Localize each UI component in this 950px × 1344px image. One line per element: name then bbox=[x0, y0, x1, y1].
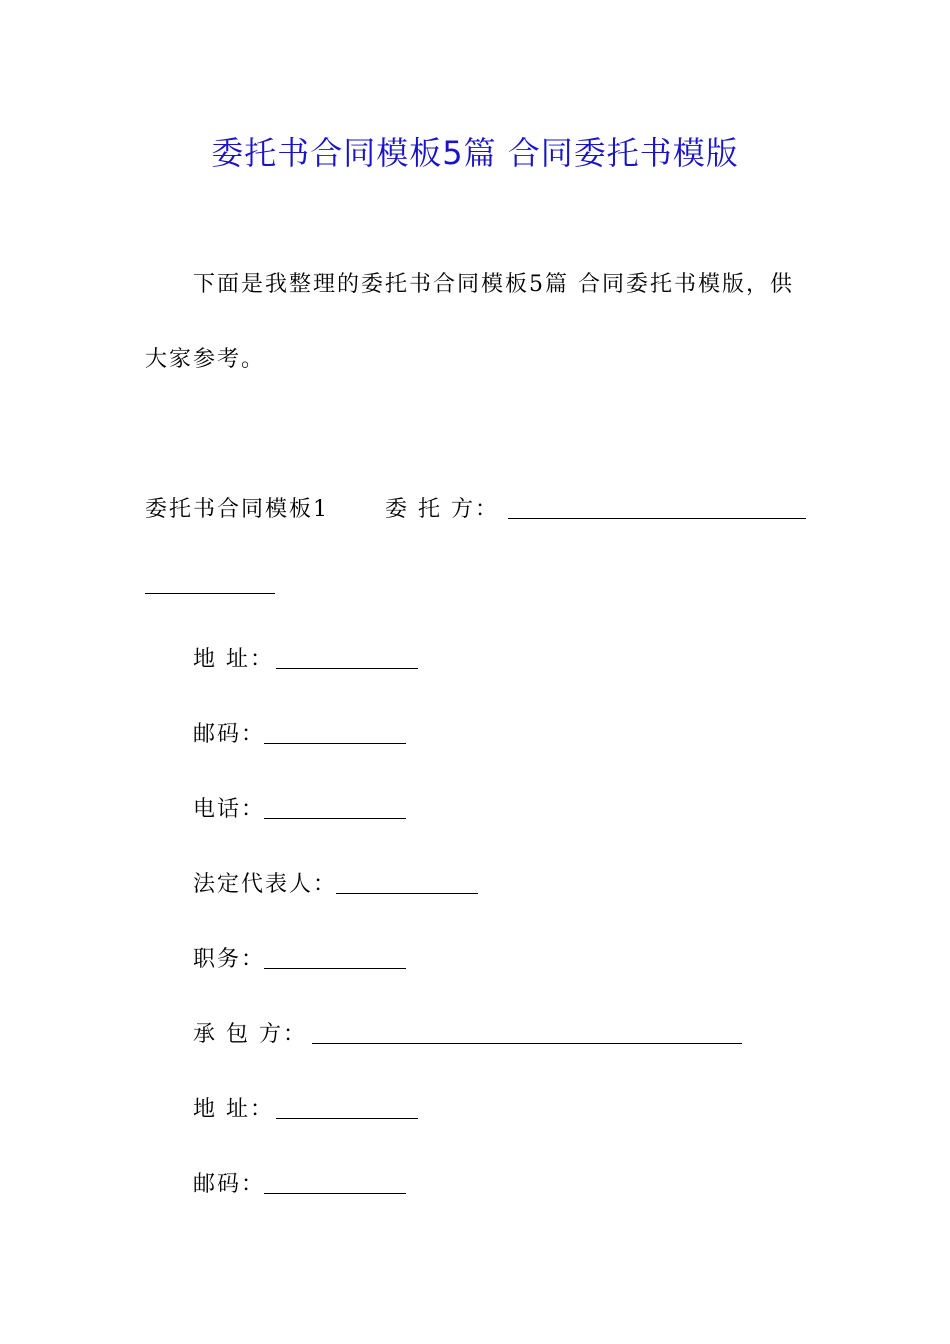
field-label: 邮码： bbox=[193, 1172, 266, 1197]
contractor-label: 承 包 方： bbox=[193, 1022, 307, 1047]
contractor-postcode-blank bbox=[264, 1192, 406, 1194]
field-label: 地 址： bbox=[193, 647, 274, 672]
principal-postcode-blank bbox=[264, 742, 406, 744]
principal-address-row bbox=[193, 645, 274, 675]
principal-row bbox=[385, 495, 499, 525]
field-label: 邮码： bbox=[193, 722, 266, 747]
contractor-address-blank bbox=[276, 1117, 418, 1119]
principal-postcode-row bbox=[193, 720, 265, 750]
principal-address-blank bbox=[276, 667, 418, 669]
intro-paragraph-line-1: 下面是我整理的委托书合同模板5篇 合同委托书模版，供 bbox=[193, 272, 794, 297]
section-heading-row bbox=[145, 495, 329, 525]
intro-paragraph-line-2: 大家参考。 bbox=[145, 347, 266, 372]
principal-blank-continued bbox=[145, 592, 275, 594]
document-title: 委托书合同模板5篇 合同委托书模版 bbox=[211, 134, 739, 172]
principal-phone-row bbox=[193, 795, 265, 825]
field-label: 地 址： bbox=[193, 1097, 274, 1122]
section-heading: 委托书合同模板1 bbox=[145, 497, 329, 522]
field-label: 法定代表人： bbox=[193, 872, 338, 897]
principal-position-blank bbox=[264, 967, 406, 969]
principal-phone-blank bbox=[264, 817, 406, 819]
principal-blank bbox=[508, 517, 806, 519]
contractor-address-row bbox=[193, 1095, 274, 1125]
contractor-row bbox=[193, 1020, 307, 1050]
field-label: 电话： bbox=[193, 797, 266, 822]
principal-legal-rep-row bbox=[193, 870, 337, 900]
principal-legal-rep-blank bbox=[336, 892, 478, 894]
contractor-postcode-row bbox=[193, 1170, 265, 1200]
principal-label: 委 托 方： bbox=[385, 497, 499, 522]
field-label: 职务： bbox=[193, 947, 266, 972]
contractor-blank bbox=[312, 1042, 742, 1044]
principal-position-row bbox=[193, 945, 265, 975]
